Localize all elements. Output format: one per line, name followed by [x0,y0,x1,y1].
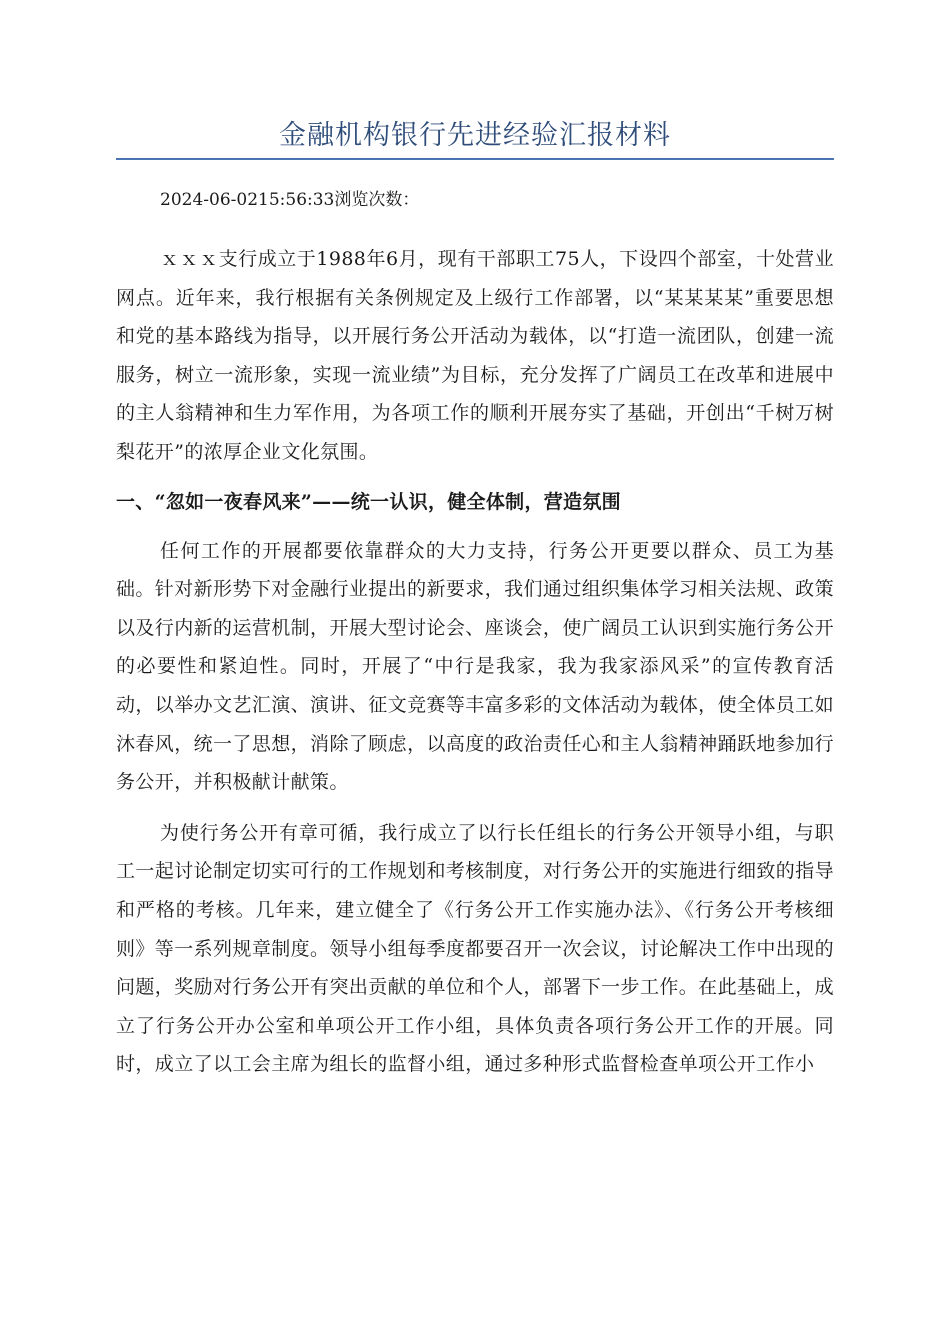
paragraph-body: 为使行务公开有章可循，我行成立了以行长任组长的行务公开领导小组，与职工一起讨论制定切实可行的工作规划和考核制度，对行务公开的实施进行细致的指导和严格的考核。几年来，建立健全了《行务公开工作实施办法》、《行务公开考核细则》等一系列规章制度。领导小组每季度都要召开一次会议，讨论解决工作中出现的问题，奖励对行务公开有突出贡献的单位和个人，部署下一步工作。在此基础上，成立了行务公开办公室和单项公开工作小组，具体负责各项行务公开工作的开展。同时，成立了以工会主席为组长的监督小组，通过多种形式监督检查单项公开工作小 [116,821,834,1076]
document-title: 金融机构银行先进经验汇报材料 [279,120,671,151]
section-heading: 一、“忽如一夜春风来”——统一认识，健全体制，营造氛围 [116,490,621,513]
paragraph-body: 任何工作的开展都要依靠群众的大力支持，行务公开更要以群众、员工为基础。针对新形势下对金融行业提出的新要求，我们通过组织集体学习相关法规、政策以及行内新的运营机制，开展大型讨论会、座谈会，使广阔员工认识到实施行务公开的必要性和紧迫性。同时，开展了“中行是我家，我为我家添风采”的宣传教育活动，以举办文艺汇演、演讲、征文竞赛等丰富多彩的文体活动为载体，使全体员工如沐春风，统一了思想，消除了顾虑，以高度的政治责任心和主人翁精神踊跃地参加行务公开，并积极献计献策。 [116,539,834,794]
publish-meta: 2024-06-0215:56:33浏览次数： [160,190,420,210]
paragraph-intro: ｘｘｘ支行成立于1988年6月，现有干部职工75人，下设四个部室，十处营业网点。近年来，我行根据有关条例规定及上级行工作部署，以“某某某某”重要思想和党的基本路线为指导，以开展行务公开活动为载体，以“打造一流团队，创建一流服务，树立一流形象，实现一流业绩”为目标，充分发挥了广阔员工在改革和进展中的主人翁精神和生力军作用，为各项工作的顺利开展夯实了基础，开创出“千树万树梨花开”的浓厚企业文化氛围。 [116,248,834,463]
title-underline [116,158,834,160]
